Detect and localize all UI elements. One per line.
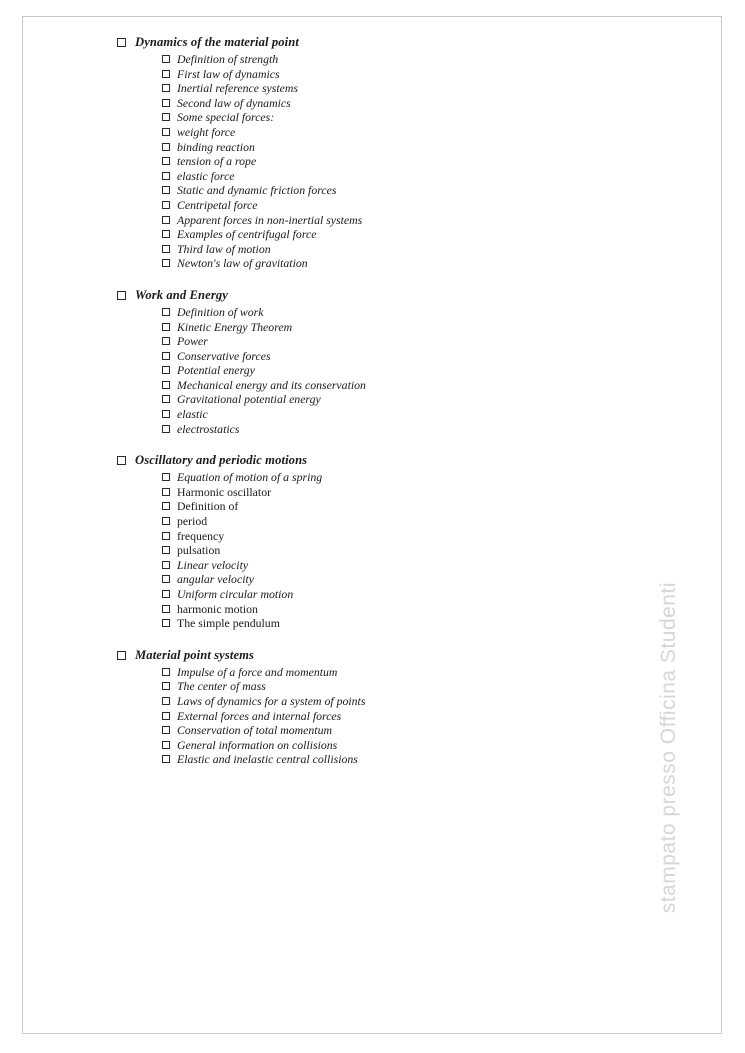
checkbox-icon[interactable] — [162, 113, 170, 121]
checklist-item-label: Equation of motion of a spring — [177, 470, 323, 485]
checklist-item-label: Laws of dynamics for a system of points — [177, 693, 366, 708]
checklist-item-label: Second law of dynamics — [177, 95, 291, 110]
checklist-section — [95, 453, 655, 631]
checklist-item[interactable] — [162, 470, 655, 485]
checklist-item[interactable] — [162, 183, 655, 198]
checkbox-icon[interactable] — [162, 366, 170, 374]
checkbox-icon[interactable] — [162, 546, 170, 554]
checkbox-icon[interactable] — [162, 70, 170, 78]
checkbox-icon[interactable] — [162, 619, 170, 627]
checklist-item[interactable] — [162, 81, 655, 96]
checklist-item[interactable] — [162, 499, 655, 514]
checklist-item-label: External forces and internal forces — [177, 708, 342, 723]
checklist-item[interactable] — [162, 169, 655, 184]
checkbox-icon[interactable] — [162, 128, 170, 136]
checklist-section — [95, 288, 655, 436]
checklist-item[interactable] — [162, 334, 655, 349]
checkbox-icon[interactable] — [162, 55, 170, 63]
checklist-item-label: tension of a rope — [177, 154, 257, 169]
checkbox-icon[interactable] — [117, 651, 126, 660]
checklist-item-label: The simple pendulum — [177, 616, 280, 631]
section-heading-label: Work and Energy — [135, 287, 228, 302]
checklist-item-label: Definition of — [177, 499, 239, 514]
checkbox-icon[interactable] — [162, 726, 170, 734]
checklist-item[interactable] — [162, 529, 655, 544]
checklist-item-label: Third law of motion — [177, 241, 271, 256]
checkbox-icon[interactable] — [117, 291, 126, 300]
checklist-item[interactable] — [162, 198, 655, 213]
checklist-item-label: Examples of centrifugal force — [177, 227, 317, 242]
checklist-item-label: Kinetic Energy Theorem — [177, 319, 293, 334]
checklist-item[interactable] — [162, 422, 655, 437]
checkbox-icon[interactable] — [162, 575, 170, 583]
checklist-item[interactable] — [162, 752, 655, 767]
checkbox-icon[interactable] — [162, 425, 170, 433]
section-heading-label: Dynamics of the material point — [135, 35, 299, 49]
checklist-item[interactable] — [162, 256, 655, 271]
checkbox-icon[interactable] — [162, 517, 170, 525]
checklist-item[interactable] — [162, 587, 655, 602]
checkbox-icon[interactable] — [162, 172, 170, 180]
checkbox-icon[interactable] — [162, 668, 170, 676]
checklist-item[interactable] — [162, 363, 655, 378]
checklist-item-label: Conservative forces — [177, 348, 271, 363]
checkbox-icon[interactable] — [162, 143, 170, 151]
checklist-item[interactable] — [162, 213, 655, 228]
checkbox-icon[interactable] — [162, 473, 170, 481]
checklist-item-label: weight force — [177, 124, 236, 139]
checkbox-icon[interactable] — [162, 755, 170, 763]
checklist-item[interactable] — [162, 543, 655, 558]
checklist-item[interactable] — [162, 665, 655, 680]
checkbox-icon[interactable] — [162, 157, 170, 165]
checklist-item[interactable] — [162, 679, 655, 694]
checkbox-icon[interactable] — [117, 38, 126, 47]
checklist-item[interactable] — [162, 52, 655, 67]
checklist-item-label: Definition of work — [177, 304, 264, 319]
section-heading-row[interactable] — [117, 288, 655, 302]
checkbox-icon[interactable] — [162, 308, 170, 316]
checkbox-icon[interactable] — [162, 590, 170, 598]
checklist-item[interactable] — [162, 242, 655, 257]
checklist-item[interactable] — [162, 738, 655, 753]
checkbox-icon[interactable] — [162, 712, 170, 720]
checklist-item[interactable] — [162, 602, 655, 617]
checkbox-icon[interactable] — [162, 561, 170, 569]
checklist-item-label: Centripetal force — [177, 197, 258, 212]
checklist-item[interactable] — [162, 616, 655, 631]
checklist-section — [95, 648, 655, 767]
checklist-item-label: Potential energy — [177, 363, 255, 378]
checklist-item-label: elastic — [177, 407, 208, 422]
checklist-section — [95, 35, 655, 271]
checkbox-icon[interactable] — [162, 216, 170, 224]
checklist-item-label: The center of mass — [177, 679, 266, 694]
checklist-item[interactable] — [162, 723, 655, 738]
checklist-item[interactable] — [162, 125, 655, 140]
checklist-item-label: Some special forces: — [177, 110, 275, 125]
checklist-item[interactable] — [162, 227, 655, 242]
checklist-item-label: General information on collisions — [177, 737, 338, 752]
checklist-item-label: Gravitational potential energy — [177, 392, 321, 407]
checklist-item-label: Conservation of total momentum — [177, 723, 332, 738]
checklist-item-label: Impulse of a force and momentum — [177, 664, 338, 679]
checklist-item-label: Newton's law of gravitation — [177, 256, 308, 271]
checklist-item[interactable] — [162, 694, 655, 709]
checklist-item[interactable] — [162, 485, 655, 500]
section-heading-row[interactable] — [117, 453, 655, 467]
checklist-item[interactable] — [162, 407, 655, 422]
checkbox-icon[interactable] — [162, 682, 170, 690]
checklist-item[interactable] — [162, 514, 655, 529]
checklist-item[interactable] — [162, 378, 655, 393]
checklist-item-label: angular velocity — [177, 572, 254, 587]
checklist-item-label: elastic force — [177, 168, 235, 183]
checkbox-icon[interactable] — [162, 84, 170, 92]
checklist-item-label: Mechanical energy and its conservation — [177, 377, 366, 392]
section-heading-label: Material point systems — [135, 647, 255, 662]
checkbox-icon[interactable] — [162, 532, 170, 540]
checklist-item[interactable] — [162, 305, 655, 320]
checklist-item[interactable] — [162, 709, 655, 724]
checklist-item-label: Power — [177, 334, 208, 349]
watermark-text: stampato presso Officina Studenti — [657, 581, 680, 913]
checkbox-icon[interactable] — [162, 697, 170, 705]
checkbox-icon[interactable] — [162, 230, 170, 238]
checkbox-icon[interactable] — [162, 201, 170, 209]
checklist-item-label: binding reaction — [177, 139, 255, 154]
checkbox-icon[interactable] — [162, 99, 170, 107]
checkbox-icon[interactable] — [162, 488, 170, 496]
checkbox-icon[interactable] — [162, 410, 170, 418]
checklist-item[interactable] — [162, 349, 655, 364]
checklist-item-label: frequency — [177, 528, 225, 543]
checklist-item-label: Uniform circular motion — [177, 587, 294, 601]
section-heading-row[interactable] — [117, 35, 655, 49]
checkbox-icon[interactable] — [162, 352, 170, 360]
document-page — [22, 16, 722, 1034]
checklist-item[interactable] — [162, 67, 655, 82]
checkbox-icon[interactable] — [162, 741, 170, 749]
checkbox-icon[interactable] — [117, 456, 126, 465]
checklist-item[interactable] — [162, 392, 655, 407]
checklist-item-label: First law of dynamics — [177, 66, 280, 81]
checklist-item[interactable] — [162, 96, 655, 111]
checklist-item[interactable] — [162, 558, 655, 573]
checklist-item-label: Apparent forces in non-inertial systems — [177, 212, 363, 227]
checklist-container — [95, 35, 655, 784]
checklist-item-label: Inertial reference systems — [177, 81, 298, 96]
checkbox-icon[interactable] — [162, 502, 170, 510]
checkbox-icon[interactable] — [162, 323, 170, 331]
checklist-item-label: electrostatics — [177, 421, 240, 436]
checklist-item[interactable] — [162, 140, 655, 155]
checkbox-icon[interactable] — [162, 245, 170, 253]
checkbox-icon[interactable] — [162, 381, 170, 389]
section-heading-label: Oscillatory and periodic motions — [135, 453, 308, 468]
checklist-item-label: Static and dynamic friction forces — [177, 183, 337, 198]
checkbox-icon[interactable] — [162, 337, 170, 345]
checklist-item[interactable] — [162, 154, 655, 169]
checkbox-icon[interactable] — [162, 605, 170, 613]
checkbox-icon[interactable] — [162, 395, 170, 403]
checkbox-icon[interactable] — [162, 186, 170, 194]
checklist-item[interactable] — [162, 572, 655, 587]
section-heading-row[interactable] — [117, 648, 655, 662]
checklist-item-label: Linear velocity — [177, 557, 249, 572]
checklist-item-label: period — [177, 514, 208, 529]
checklist-item[interactable] — [162, 110, 655, 125]
checklist-item[interactable] — [162, 320, 655, 335]
checklist-item-label: Elastic and inelastic central collisions — [177, 752, 358, 767]
checklist-item-label: pulsation — [177, 543, 221, 558]
checkbox-icon[interactable] — [162, 259, 170, 267]
checklist-item-label: Harmonic oscillator — [177, 484, 272, 499]
checklist-item-label: Definition of strength — [177, 52, 279, 66]
checklist-item-label: harmonic motion — [177, 601, 258, 616]
